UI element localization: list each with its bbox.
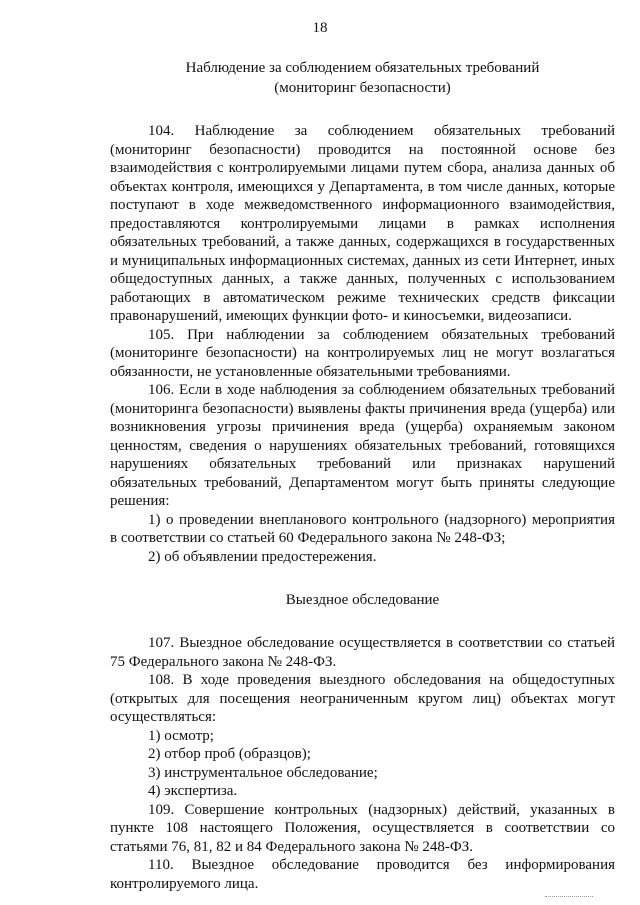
paragraph-110: 110. Выездное обследование проводится без информирования контролируемого лица.	[110, 857, 615, 892]
list-item-106-2: 2) об объявлении предостережения.	[148, 548, 377, 565]
section-title-field-inspection: Выездное обследование	[285, 592, 440, 608]
list-item-106-1: 1) о проведении внепланового контрольного (надзорного) мероприятия в соответствии со статьей 60 Федерального закона № 248-ФЗ;	[110, 511, 615, 546]
section-title-line: Наблюдение за соблюдением обязательных требований	[185, 60, 540, 76]
list-item-108-2: 2) отбор проб (образцов);	[148, 746, 311, 762]
paragraph-109: 109. Совершение контрольных (надзорных) действий, указанных в пункте 108 настоящего Положения, осуществляется в соответствии со статьями 76, 81, 82 и 84 Федерального закона № 248-ФЗ.	[110, 801, 615, 855]
paragraph-107: 107. Выездное обследование осуществляется в соответствии со статьей 75 Федерального закона № 248-ФЗ.	[110, 635, 615, 670]
paragraph-105: 105. При наблюдении за соблюдением обязательных требований (мониторинге безопасности) на контролируемых лиц не могут возлагаться обязанности, не установленные обязательными требованиями.	[110, 326, 615, 380]
list-item-108-1: 1) осмотр;	[148, 727, 214, 744]
scan-mark	[545, 896, 593, 900]
section-body-field-inspection	[110, 634, 615, 893]
list-item-108-3: 3) инструментальное обследование;	[148, 764, 378, 781]
paragraph-104: 104. Наблюдение за соблюдением обязательных требований (мониторинг безопасности) проводится на постоянной основе без взаимодействия с контролируемыми лицами путем сбора, анализа данных об объектах контроля, имеющихся у Департамента, в том числе данных, которые поступают в ходе межведомственного информационного взаимодействия, предоставляются контролируемыми лицами в рамках исполнения обязательных требований, а также данных, содержащихся в государственных и муниципальных информационных системах, данных из сети Интернет, иных общедоступных данных, а также данных, полученных с использованием работающих в автоматическом режиме технических средств фиксации правонарушений, имеющих функции фото- и киносъемки, видеозаписи.	[110, 123, 615, 324]
list-item-108-4: 4) экспертиза.	[148, 783, 238, 799]
page-number: 18	[312, 20, 328, 36]
paragraph-108: 108. В ходе проведения выездного обследования на общедоступных (открытых для посещения неограниченным кругом лиц) объектах могут осуществляться:	[110, 672, 615, 725]
section-title-monitoring	[110, 0, 615, 98]
paragraph-106: 106. Если в ходе наблюдения за соблюдением обязательных требований (мониторинга безопасности) выявлены факты причинения вреда (ущерба) или возникновения угрозы причинения вреда (ущерба) охраняемым законом ценностям, сведения о нарушениях обязательных требований, готовящихся нарушениях обязательных требований или признаках нарушений обязательных требований, Департаментом могут быть приняты следующие решения:	[110, 382, 615, 509]
section-body-monitoring	[110, 122, 615, 566]
section-title-line: (мониторинг безопасности)	[274, 80, 451, 96]
